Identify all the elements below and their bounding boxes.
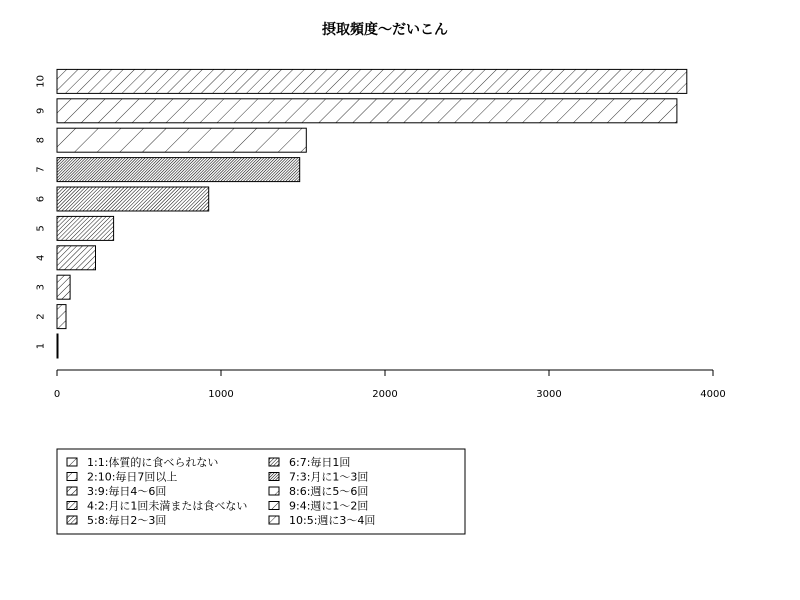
bar-10 (57, 69, 687, 93)
legend-swatch-9 (269, 502, 279, 510)
legend-swatch-3 (67, 487, 77, 495)
x-tick-label-1000: 1000 (208, 389, 234, 400)
x-tick-label-0: 0 (53, 389, 61, 400)
legend-swatch-4 (67, 502, 77, 510)
bar-5 (57, 216, 114, 240)
legend (57, 449, 465, 534)
x-tick-label-4000: 4000 (700, 389, 726, 400)
y-tick-label-7: 7 (35, 166, 47, 173)
y-tick-label-10: 10 (35, 75, 47, 88)
y-tick-label-6: 6 (35, 195, 47, 203)
x-axis (54, 370, 726, 400)
y-tick-label-8: 8 (35, 137, 47, 144)
legend-swatch-5 (67, 516, 77, 524)
y-tick-label-1: 1 (35, 342, 47, 350)
legend-swatch-10 (269, 516, 279, 524)
chart-title: 摂取頻度〜だいこん (322, 22, 448, 38)
bars-layer (57, 69, 687, 358)
bar-9 (57, 99, 677, 123)
legend-label-3: 3:9:毎日4〜6回 (87, 485, 167, 498)
legend-label-7: 7:3:月に1〜3回 (289, 470, 369, 484)
legend-swatch-6 (269, 458, 279, 466)
legend-swatch-7 (269, 473, 279, 481)
legend-label-10: 10:5:週に3〜4回 (289, 514, 376, 527)
y-tick-label-9: 9 (35, 107, 47, 114)
y-tick-label-2: 2 (35, 313, 47, 320)
bar-3 (57, 275, 70, 299)
x-tick-label-3000: 3000 (536, 389, 562, 400)
x-tick-label-2000: 2000 (372, 389, 398, 400)
bar-1 (57, 334, 58, 358)
bar-6 (57, 187, 209, 211)
legend-label-4: 4:2:月に1回未満または食べない (87, 499, 248, 513)
y-axis (36, 75, 47, 349)
bar-2 (57, 305, 66, 329)
legend-label-2: 2:10:毎日7回以上 (87, 470, 178, 484)
y-tick-label-3: 3 (35, 284, 47, 291)
bar-8 (57, 128, 306, 152)
bar-4 (57, 246, 96, 270)
legend-swatch-2 (67, 473, 77, 481)
legend-swatch-1 (67, 458, 77, 466)
legend-label-1: 1:1:体質的に食べられない (87, 456, 219, 469)
y-tick-label-4: 4 (35, 254, 47, 261)
legend-swatch-8 (269, 487, 279, 495)
legend-label-8: 8:6:週に5〜6回 (289, 485, 369, 498)
legend-label-5: 5:8:毎日2〜3回 (87, 514, 167, 527)
legend-label-6: 6:7:毎日1回 (289, 456, 351, 469)
y-tick-label-5: 5 (35, 225, 47, 232)
legend-label-9: 9:4:週に1〜2回 (289, 499, 369, 513)
bar-7 (57, 158, 300, 182)
